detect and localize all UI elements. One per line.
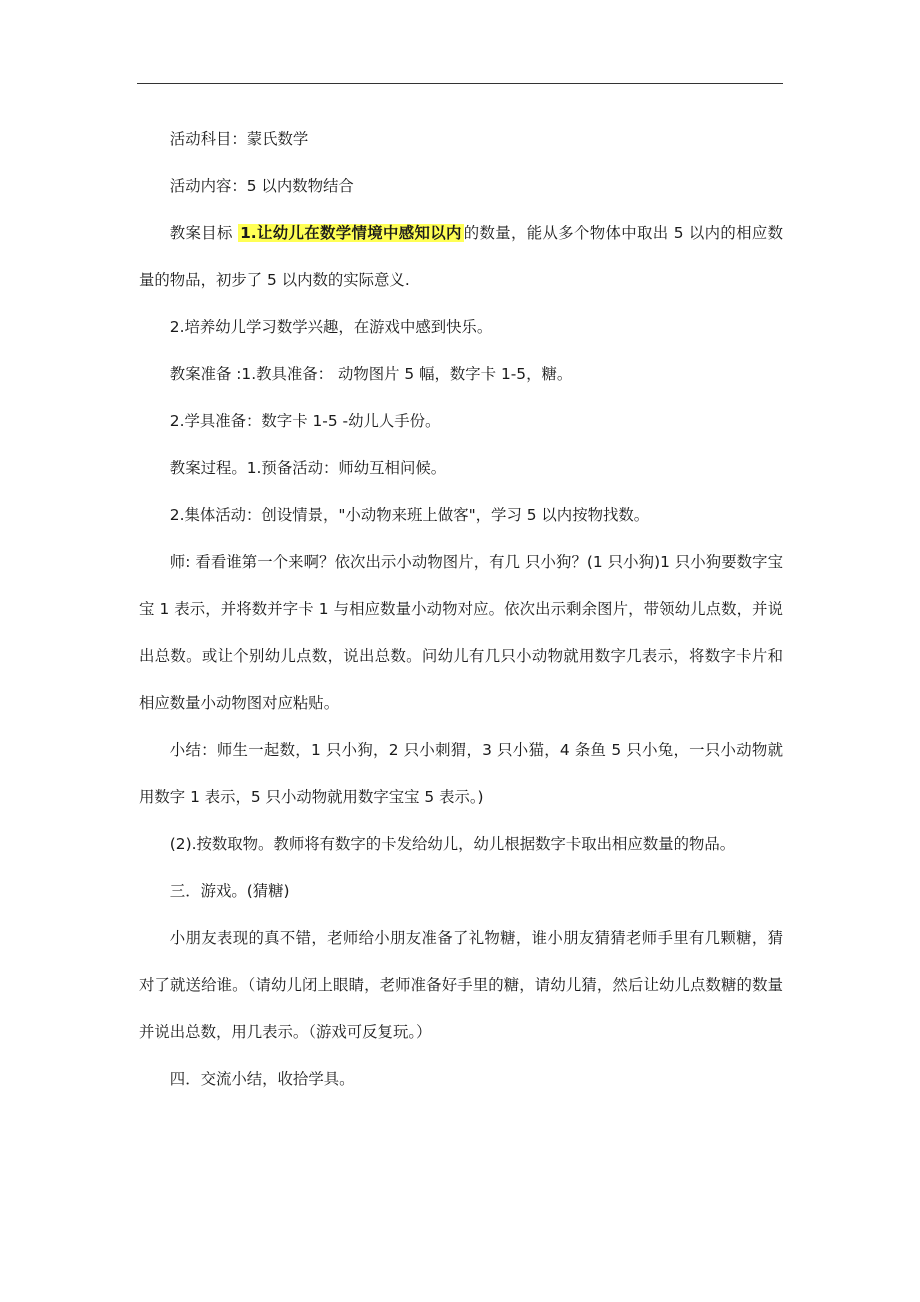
lesson-goal-1 [139, 210, 783, 304]
teacher-dialogue: 师: 看看谁第一个来啊？依次出示小动物图片，有几 只小狗？(1 只小狗)1 只小狗要数字宝宝 1 表示，并将数并字卡 1 与相应数量小动物对应。依次出示剩余图片，带领幼儿点数，并说出总数。或让个别幼儿点数，说出总数。问幼儿有几只小动物就用数字几表示，将数字卡片和相应数量小动物图对应粘贴。 [139, 553, 783, 712]
process-group-activity: 2.集体活动：创设情景，"小动物来班上做客"，学习 5 以内按物找数。 [169, 506, 650, 524]
step-count-objects: (2).按数取物。教师将有数字的卡发给幼儿，幼儿根据数字卡取出相应数量的物品。 [169, 835, 736, 853]
game-title: 三．游戏。(猜糖) [169, 882, 290, 900]
process-warmup: 教案过程。1.预备活动：师幼互相问候。 [169, 459, 447, 477]
header-rule [137, 83, 783, 84]
game-description: 小朋友表现的真不错，老师给小朋友准备了礼物糖，谁小朋友猜猜老师手里有几颗糖，猜对了就送给谁。（请幼儿闭上眼睛，老师准备好手里的糖，请幼儿猜，然后让幼儿点数糖的数量并说出总数，用几表示。（游戏可反复玩。） [139, 929, 783, 1041]
activity-content: 活动内容：5 以内数物结合 [169, 177, 354, 195]
goal-text: 的数量，能从多个物体中取出 5 以内的相应数量的物品，初步了 5 以内数的实际意义. [139, 224, 783, 289]
prep-teaching-aids: 教案准备 :1.教具准备： 动物图片 5 幅，数字卡 1-5，糖。 [169, 365, 573, 383]
closing-step: 四．交流小结，收拾学具。 [169, 1070, 355, 1088]
highlighted-text: 1.让幼儿在数学情境中感知以内 [240, 224, 462, 242]
activity-subject: 活动科目：蒙氏数学 [169, 130, 309, 148]
lesson-goal-2: 2.培养幼儿学习数学兴趣，在游戏中感到快乐。 [169, 318, 493, 336]
prep-learning-aids: 2.学具准备：数字卡 1-5 -幼儿人手份。 [169, 412, 441, 430]
document-body [139, 116, 783, 1103]
goal-label: 教案目标 [169, 224, 239, 242]
summary: 小结：师生一起数，1 只小狗，2 只小刺猬，3 只小猫，4 条鱼 5 只小兔，一只小动物就用数字 1 表示，5 只小动物就用数字宝宝 5 表示。) [139, 741, 783, 806]
